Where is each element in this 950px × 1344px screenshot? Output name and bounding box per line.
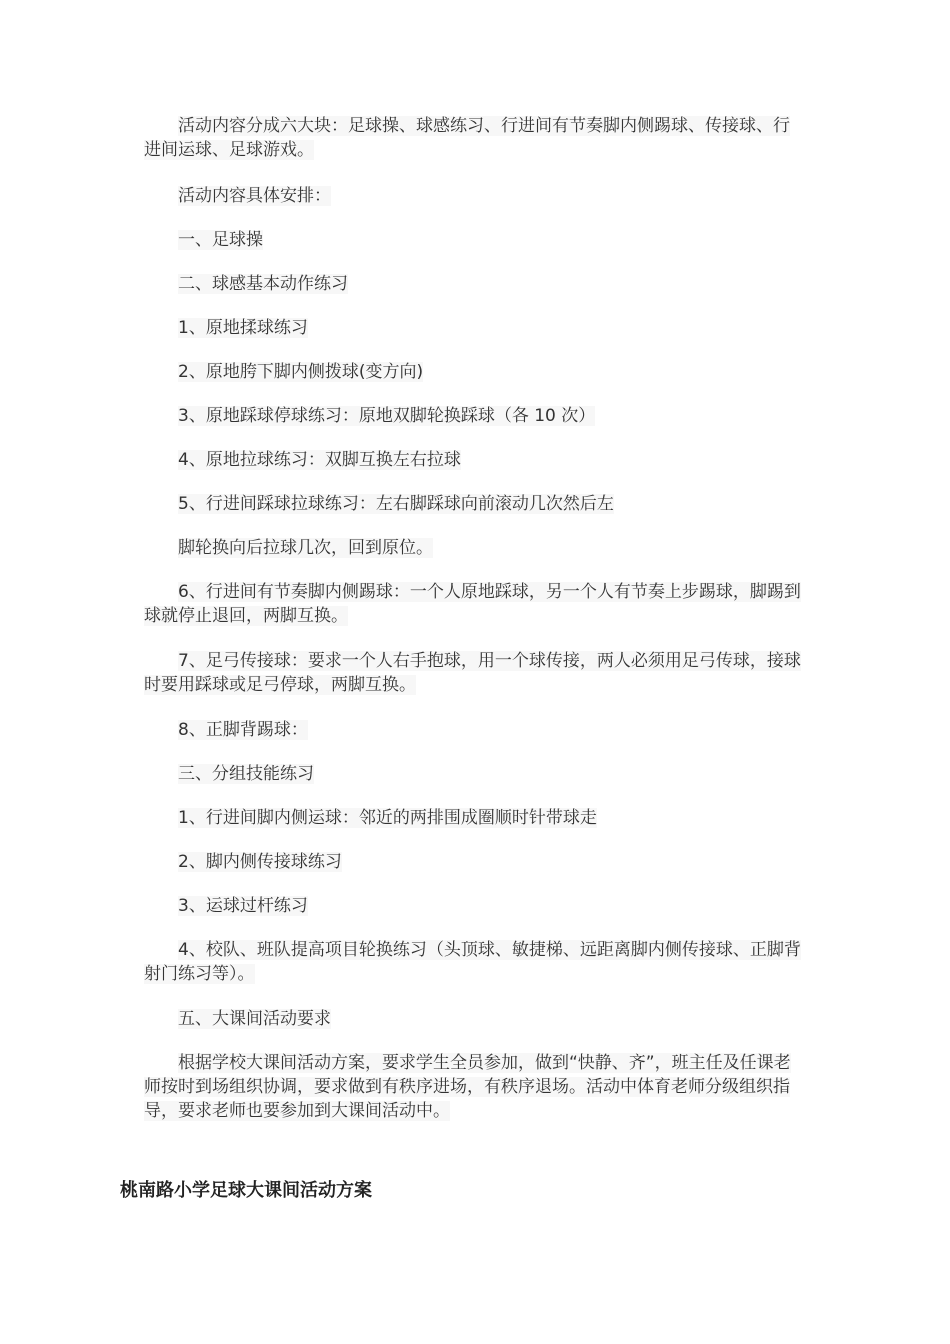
list-item-5: 5、行进间踩球拉球练习：左右脚踩球向前滚动几次然后左 — [178, 494, 614, 514]
list-item-5-continued: 脚轮换向后拉球几次，回到原位。 — [178, 538, 433, 558]
list-item-2: 2、原地胯下脚内侧拨球(变方向) — [178, 362, 424, 382]
list-item-3: 3、原地踩球停球练习：原地双脚轮换踩球（各 10 次） — [178, 406, 596, 426]
list-item-8: 8、正脚背踢球： — [178, 720, 308, 740]
list-item-6: 6、行进间有节奏脚内侧踢球：一个人原地踩球，另一个人有节奏上步踢球，脚踢到球就停止退回，两脚互换。 — [144, 582, 801, 626]
section-heading-ball-feel: 二、球感基本动作练习 — [178, 274, 348, 294]
list-item-4: 4、原地拉球练习：双脚互换左右拉球 — [178, 450, 461, 470]
section-heading-football-exercise: 一、足球操 — [178, 230, 263, 250]
section-heading-requirements: 五、大课间活动要求 — [178, 1009, 331, 1029]
group-item-3: 3、运球过杆练习 — [178, 896, 308, 916]
paragraph-schedule-intro: 活动内容具体安排： — [178, 186, 331, 206]
paragraph-requirements: 根据学校大课间活动方案，要求学生全员参加，做到“快静、齐”，班主任及任课老师按时到场组织协调，要求做到有秩序进场，有秩序退场。活动中体育老师分级组织指导，要求老师也要参加到大课间活动中。 — [144, 1053, 791, 1121]
group-item-2: 2、脚内侧传接球练习 — [178, 852, 342, 872]
section-heading-group-skills: 三、分组技能练习 — [178, 764, 314, 784]
list-item-7: 7、足弓传接球：要求一个人右手抱球，用一个球传接，两人必须用足弓传球，接球时要用踩球或足弓停球，两脚互换。 — [144, 651, 801, 695]
document-title: 桃南路小学足球大课间活动方案 — [120, 1180, 372, 1201]
paragraph-activity-overview: 活动内容分成六大块：足球操、球感练习、行进间有节奏脚内侧踢球、传接球、行进间运球、足球游戏。 — [144, 116, 790, 160]
group-item-4: 4、校队、班队提高项目轮换练习（头顶球、敏捷梯、远距离脚内侧传接球、正脚背射门练习等）。 — [144, 940, 801, 984]
group-item-1: 1、行进间脚内侧运球：邻近的两排围成圈顺时针带球走 — [178, 808, 597, 828]
list-item-1: 1、原地揉球练习 — [178, 318, 308, 338]
